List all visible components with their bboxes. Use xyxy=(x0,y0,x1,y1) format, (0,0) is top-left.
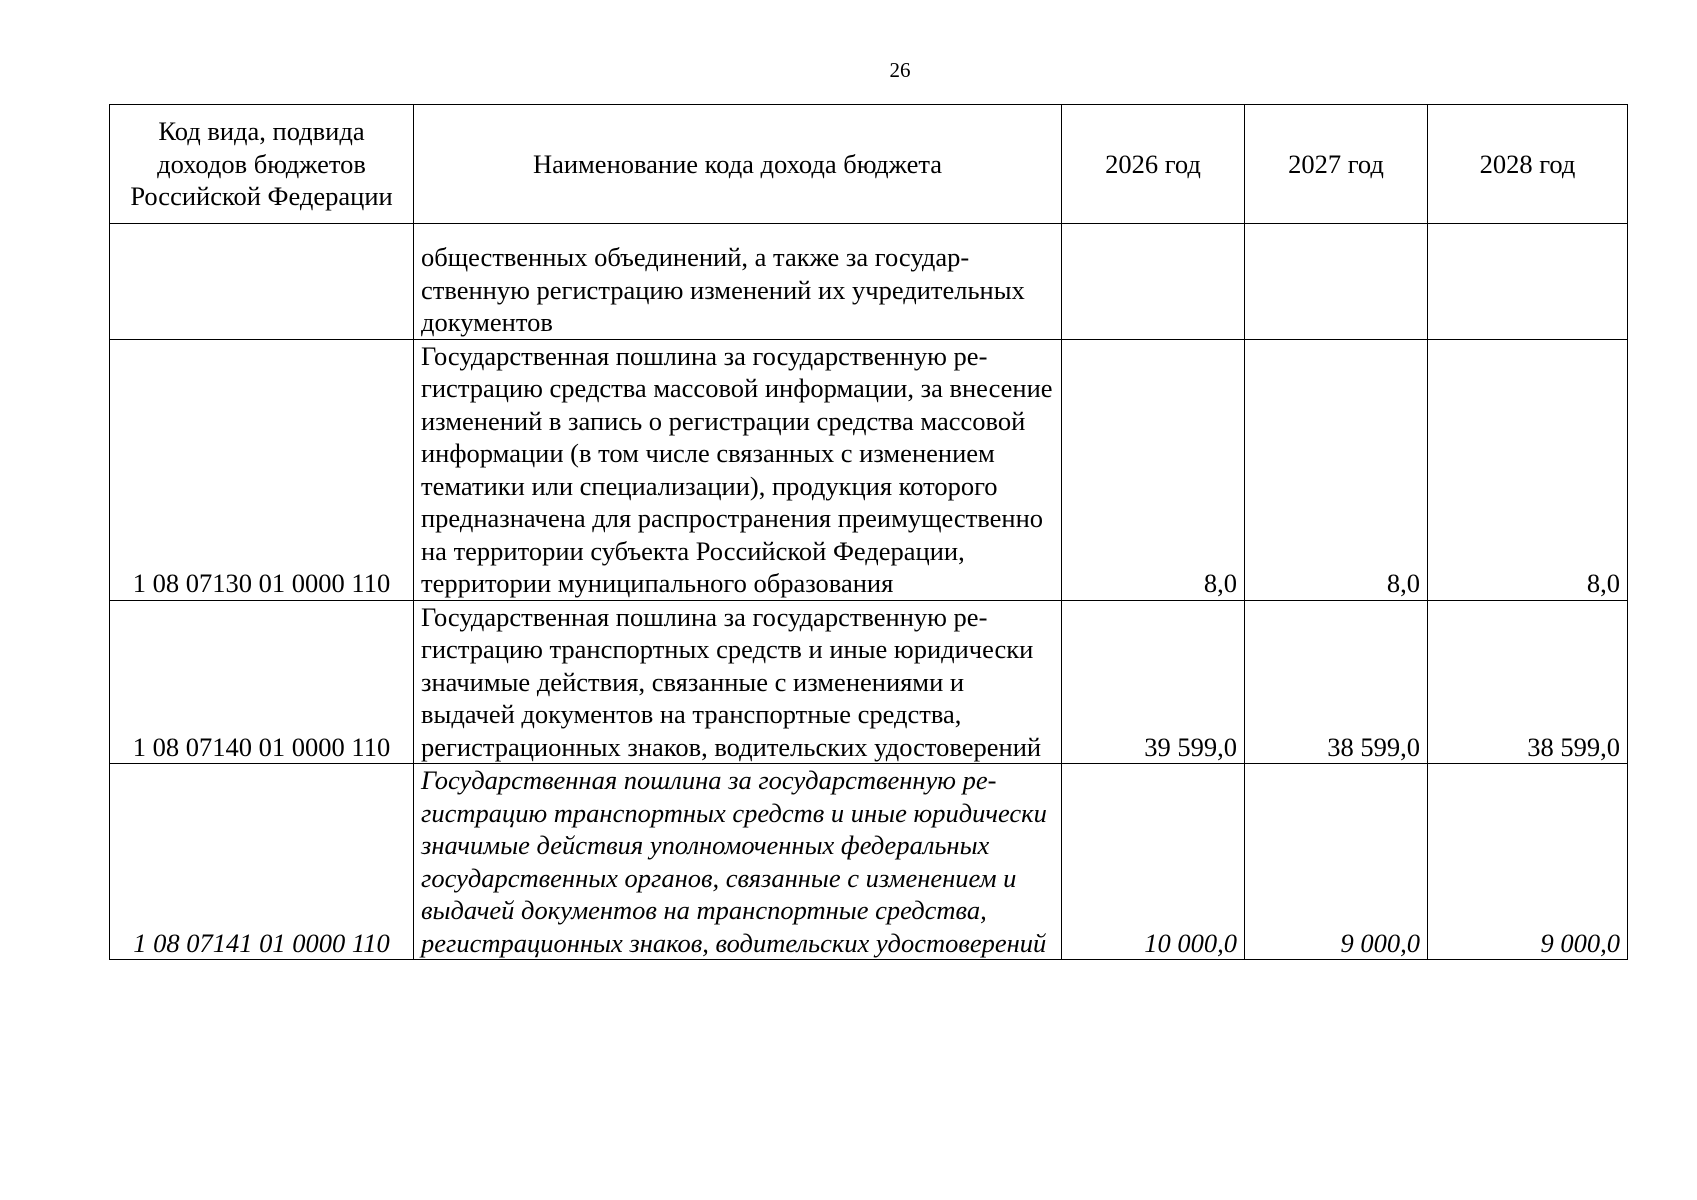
row-code: 1 08 07130 01 0000 110 xyxy=(110,339,414,600)
budget-revenue-table xyxy=(109,104,1628,960)
row-code: 1 08 07141 01 0000 110 xyxy=(110,764,414,960)
table-row xyxy=(110,223,1628,339)
header-code: Код вида, подвида доходов бюджетов Российской Федерации xyxy=(110,105,414,224)
row-value-2027: 9 000,0 xyxy=(1245,764,1428,960)
page-number: 26 xyxy=(889,58,911,82)
row-name: Государственная пошлина за государственную регистрацию транспортных средств и иные юридически значимые действия уполномоченных федеральных государственных органов, связанные с изменением и выдачей документов на транспортные средства, регистрационных знаков, водительских удостоверений xyxy=(414,764,1062,960)
header-2027: 2027 год xyxy=(1245,105,1428,224)
row-value-2026: 10 000,0 xyxy=(1062,764,1245,960)
table-row xyxy=(110,764,1628,960)
row-name: Государственная пошлина за государственную регистрацию транспортных средств и иные юридически значимые действия, связанные с изменениями и выдачей документов на транспортные средства, регистрационных знаков, водительских удостоверений xyxy=(414,600,1062,764)
header-2028: 2028 год xyxy=(1428,105,1628,224)
row-value-2027: 38 599,0 xyxy=(1245,600,1428,764)
row-value-2026: 8,0 xyxy=(1062,339,1245,600)
table-row xyxy=(110,339,1628,600)
row-value-2027: 8,0 xyxy=(1245,339,1428,600)
header-2026: 2026 год xyxy=(1062,105,1245,224)
row-value-2028: 8,0 xyxy=(1428,339,1628,600)
table-header-row xyxy=(110,105,1628,224)
row-value-2026: 39 599,0 xyxy=(1062,600,1245,764)
row-value-2028 xyxy=(1428,223,1628,339)
row-value-2026 xyxy=(1062,223,1245,339)
row-value-2027 xyxy=(1245,223,1428,339)
row-value-2028: 9 000,0 xyxy=(1428,764,1628,960)
row-value-2028: 38 599,0 xyxy=(1428,600,1628,764)
table-row xyxy=(110,600,1628,764)
row-name: общественных объединений, а также за государственную регистрацию изменений их учредительных документов xyxy=(414,223,1062,339)
header-name: Наименование кода дохода бюджета xyxy=(414,105,1062,224)
row-code xyxy=(110,223,414,339)
row-code: 1 08 07140 01 0000 110 xyxy=(110,600,414,764)
row-name: Государственная пошлина за государственную регистрацию средства массовой информации, за внесение изменений в запись о регистрации средства массовой информации (в том числе связанных с изменением тематики или специализации), продукция которого предназначена для распространения преимущественно на территории субъекта Российской Федерации, территории муниципального образования xyxy=(414,339,1062,600)
